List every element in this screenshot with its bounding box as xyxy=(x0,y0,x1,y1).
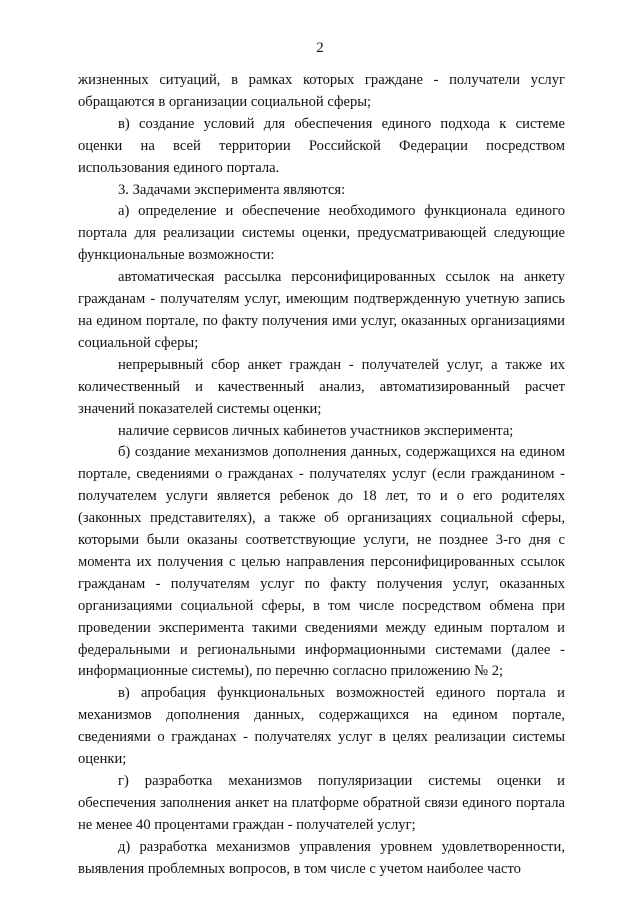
paragraph-item-b-data-supplement: б) создание механизмов дополнения данных, содержащихся на едином портале, сведениями о гражданах - получателях услуг (если гражданином - получателем услуги является ребенок до 18 лет, то и о его родителях (законных представителях), а также об организациях социальной сферы, которыми были оказаны соответствующие услуги, не позднее 3-го дня с момента их получения с целью направления персонифицированных ссылок гражданам - получателям услуг по факту получения услуг, оказанных организациями социальной сферы, в том числе посредством обмена при проведении эксперимента такими сведениями между единым порталом и федеральными и региональными информационными системами (далее - информационные системы), по перечню согласно приложению № 2; xyxy=(78,444,565,680)
paragraph-item-v-approbation: в) апробация функциональных возможностей единого портала и механизмов дополнения данных, содержащихся на едином портале, сведениями о гражданах - получателях услуг в целях реализации системы оценки; xyxy=(78,685,565,768)
paragraph-automatic-mailing: автоматическая рассылка персонифицированных ссылок на анкету гражданам - получателям услуг, имеющим подтвержденную учетную запись на едином портале, по факту получения ими услуг, оказанных организациями социальной сферы; xyxy=(78,269,565,351)
paragraph-item-d-satisfaction: д) разработка механизмов управления уровнем удовлетворенности, выявления проблемных вопросов, в том числе с учетом наиболее часто xyxy=(78,838,565,877)
paragraph-tasks-heading: 3. Задачами эксперимента являются: xyxy=(118,181,346,198)
paragraph-item-a-functionality: а) определение и обеспечение необходимого функционала единого портала для реализации системы оценки, предусматривающей следующие функциональные возможности: xyxy=(78,203,565,264)
paragraph-personal-accounts: наличие сервисов личных кабинетов участников эксперимента; xyxy=(118,422,514,439)
document-body xyxy=(78,70,565,881)
paragraph-life-situations: жизненных ситуаций, в рамках которых граждане - получатели услуг обращаются в организации социальной сферы; xyxy=(78,72,565,110)
paragraph-continuous-collection: непрерывный сбор анкет граждан - получателей услуг, а также их количественный и качественный анализ, автоматизированный расчет значений показателей системы оценки; xyxy=(78,356,565,417)
page-number: 2 xyxy=(316,40,324,56)
paragraph-item-g-popularization: г) разработка механизмов популяризации системы оценки и обеспечения заполнения анкет на платформе обратной связи единого портала не менее 40 процентами граждан - получателей услуг; xyxy=(78,773,565,833)
paragraph-item-v-uniform-approach: в) создание условий для обеспечения единого подхода к системе оценки на всей территории Российской Федерации посредством использования единого портала. xyxy=(78,115,565,176)
